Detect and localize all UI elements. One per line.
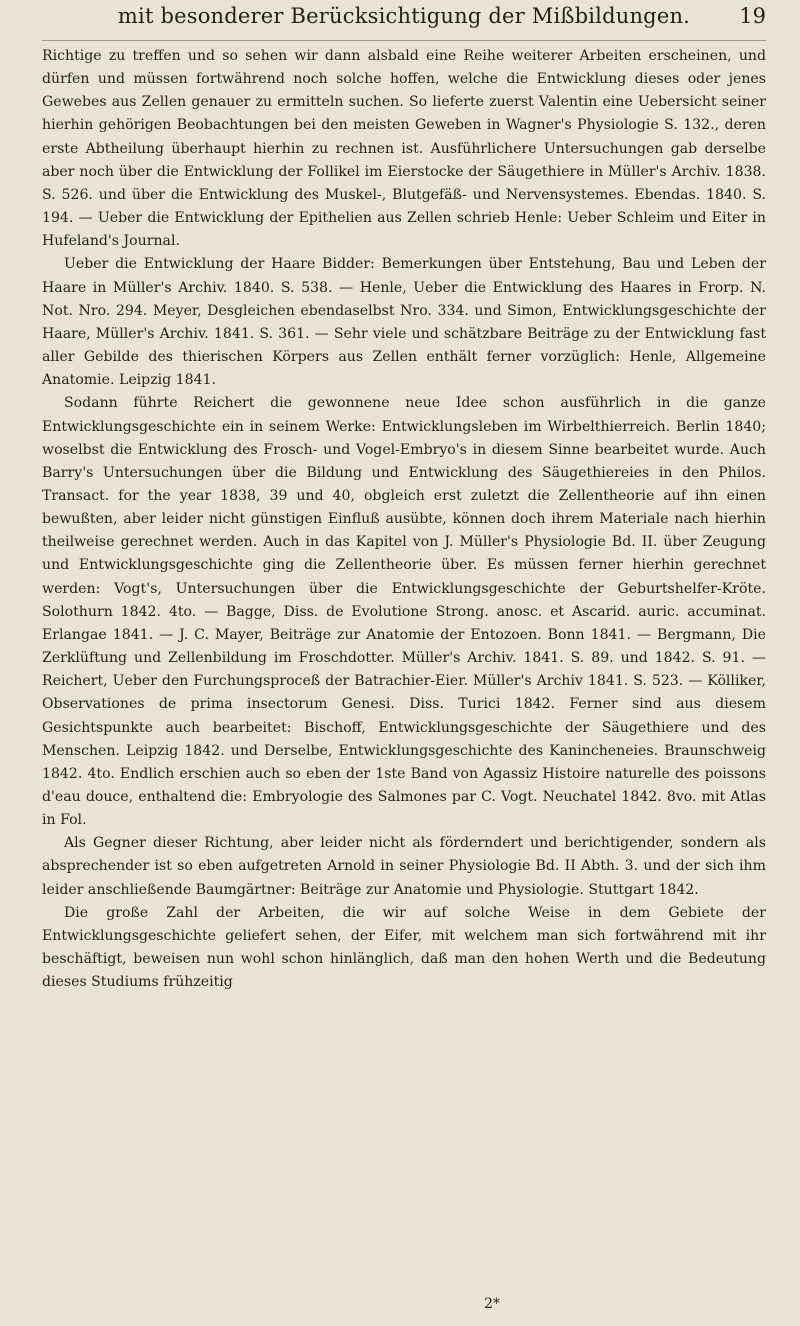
running-head xyxy=(42,0,766,41)
signature-mark: 2* xyxy=(484,1296,500,1312)
paragraph-3: Sodann führte Reichert die gewonnene neue Idee schon ausführlich in die ganze Entwicklungsgeschichte ein in seinem Werke: Entwicklungsleben im Wirbelthierreich. Berlin 1840; woselbst die Entwicklung des Frosch- und Vogel-Embryo's in diesem Sinne bearbeitet wurde. Auch Barry's Untersuchungen über die Bildung und Entwicklung des Säugethiereies in den Philos. Transact. for the year 1838, 39 und 40, obgleich erst zuletzt die Zellentheorie auf ihn einen bewußten, aber leider nicht günstigen Einfluß ausübte, können doch ihrem Materiale nach hierhin theilweise gerechnet werden. Auch in das Kapitel von J. Müller's Physiologie Bd. II. über Zeugung und Entwicklungsgeschichte ging die Zellentheorie über. Es müssen ferner hierhin gerechnet werden: Vogt's, Untersuchungen über die Entwicklungsgeschichte der Geburtshelfer-Kröte. Solothurn 1842. 4to. — Bagge, Diss. de Evolutione Strong. anosc. et Ascarid. auric. accuminat. Erlangae 1841. — J. C. Mayer, Beiträge zur Anatomie der Entozoen. Bonn 1841. — Bergmann, Die Zerklüftung und Zellenbildung im Froschdotter. Müller's Archiv. 1841. S. 89. und 1842. S. 91. — Reichert, Ueber den Furchungsproceß der Batrachier-Eier. Müller's Archiv 1841. S. 523. — Kölliker, Observationes de prima insectorum Genesi. Diss. Turici 1842. Ferner sind aus diesem Gesichtspunkte auch bearbeitet: Bischoff, Entwicklungsgeschichte der Säugethiere und des Menschen. Leipzig 1842. und Derselbe, Entwicklungsgeschichte des Kanincheneies. Braunschweig 1842. 4to. Endlich erschien auch so eben der 1ste Band von Agassiz Histoire naturelle des poissons d'eau douce, enthaltend die: Embryologie des Salmones par C. Vogt. Neuchatel 1842. 8vo. mit Atlas in Fol. xyxy=(42,395,766,829)
paragraph-4: Als Gegner dieser Richtung, aber leider nicht als förderndert und berichtigender, sondern als absprechender ist so eben aufgetreten Arnold in seiner Physiologie Bd. II Abth. 3. und der sich ihm leider anschließende Baumgärtner: Beiträge zur Anatomie und Physiologie. Stuttgart 1842. xyxy=(42,835,766,898)
paragraph-5: Die große Zahl der Arbeiten, die wir auf solche Weise in dem Gebiete der Entwicklungsgeschichte geliefert sehen, der Eifer, mit welchem man sich fortwährend mit ihr beschäftigt, beweisen nun wohl schon hinlänglich, daß man den hohen Werth und die Bedeutung dieses Studiums frühzeitig xyxy=(42,904,766,991)
paragraph-1: Richtige zu treffen und so sehen wir dann alsbald eine Reihe weiterer Arbeiten erscheinen, und dürfen und müssen fortwährend noch solche hoffen, welche die Entwicklung dieses oder jenes Gewebes aus Zellen genauer zu ermitteln suchen. So lieferte zuerst Valentin eine Uebersicht seiner hierhin gehörigen Beobachtungen bei den meisten Geweben in Wagner's Physiologie S. 132., deren erste Abtheilung überhaupt hierhin zu rechnen ist. Ausführlichere Untersuchungen gab derselbe aber noch über die Entwicklung der Follikel im Eierstocke der Säugethiere in Müller's Archiv. 1838. S. 526. und über die Entwicklung des Muskel-, Blutgefäß- und Nervensystemes. Ebendas. 1840. S. 194. — Ueber die Entwicklung der Epithelien aus Zellen schrieb Henle: Ueber Schleim und Eiter in Hufeland's Journal. xyxy=(42,48,766,250)
paragraph-2: Ueber die Entwicklung der Haare Bidder: Bemerkungen über Entstehung, Bau und Leben der Haare in Müller's Archiv. 1840. S. 538. — Henle, Ueber die Entwicklung des Haares in Frorp. N. Not. Nro. 294. Meyer, Desgleichen ebendaselbst Nro. 334. und Simon, Entwicklungsgeschichte der Haare, Müller's Archiv. 1841. S. 361. — Sehr viele und schätzbare Beiträge zu der Entwicklung fast aller Gebilde des thierischen Körpers aus Zellen enthält ferner vorzüglich: Henle, Allgemeine Anatomie. Leipzig 1841. xyxy=(42,256,766,389)
body-text xyxy=(42,45,766,994)
running-title: mit besonderer Berücksichtigung der Mißbildungen. xyxy=(117,4,691,28)
page-number: 19 xyxy=(739,4,766,28)
